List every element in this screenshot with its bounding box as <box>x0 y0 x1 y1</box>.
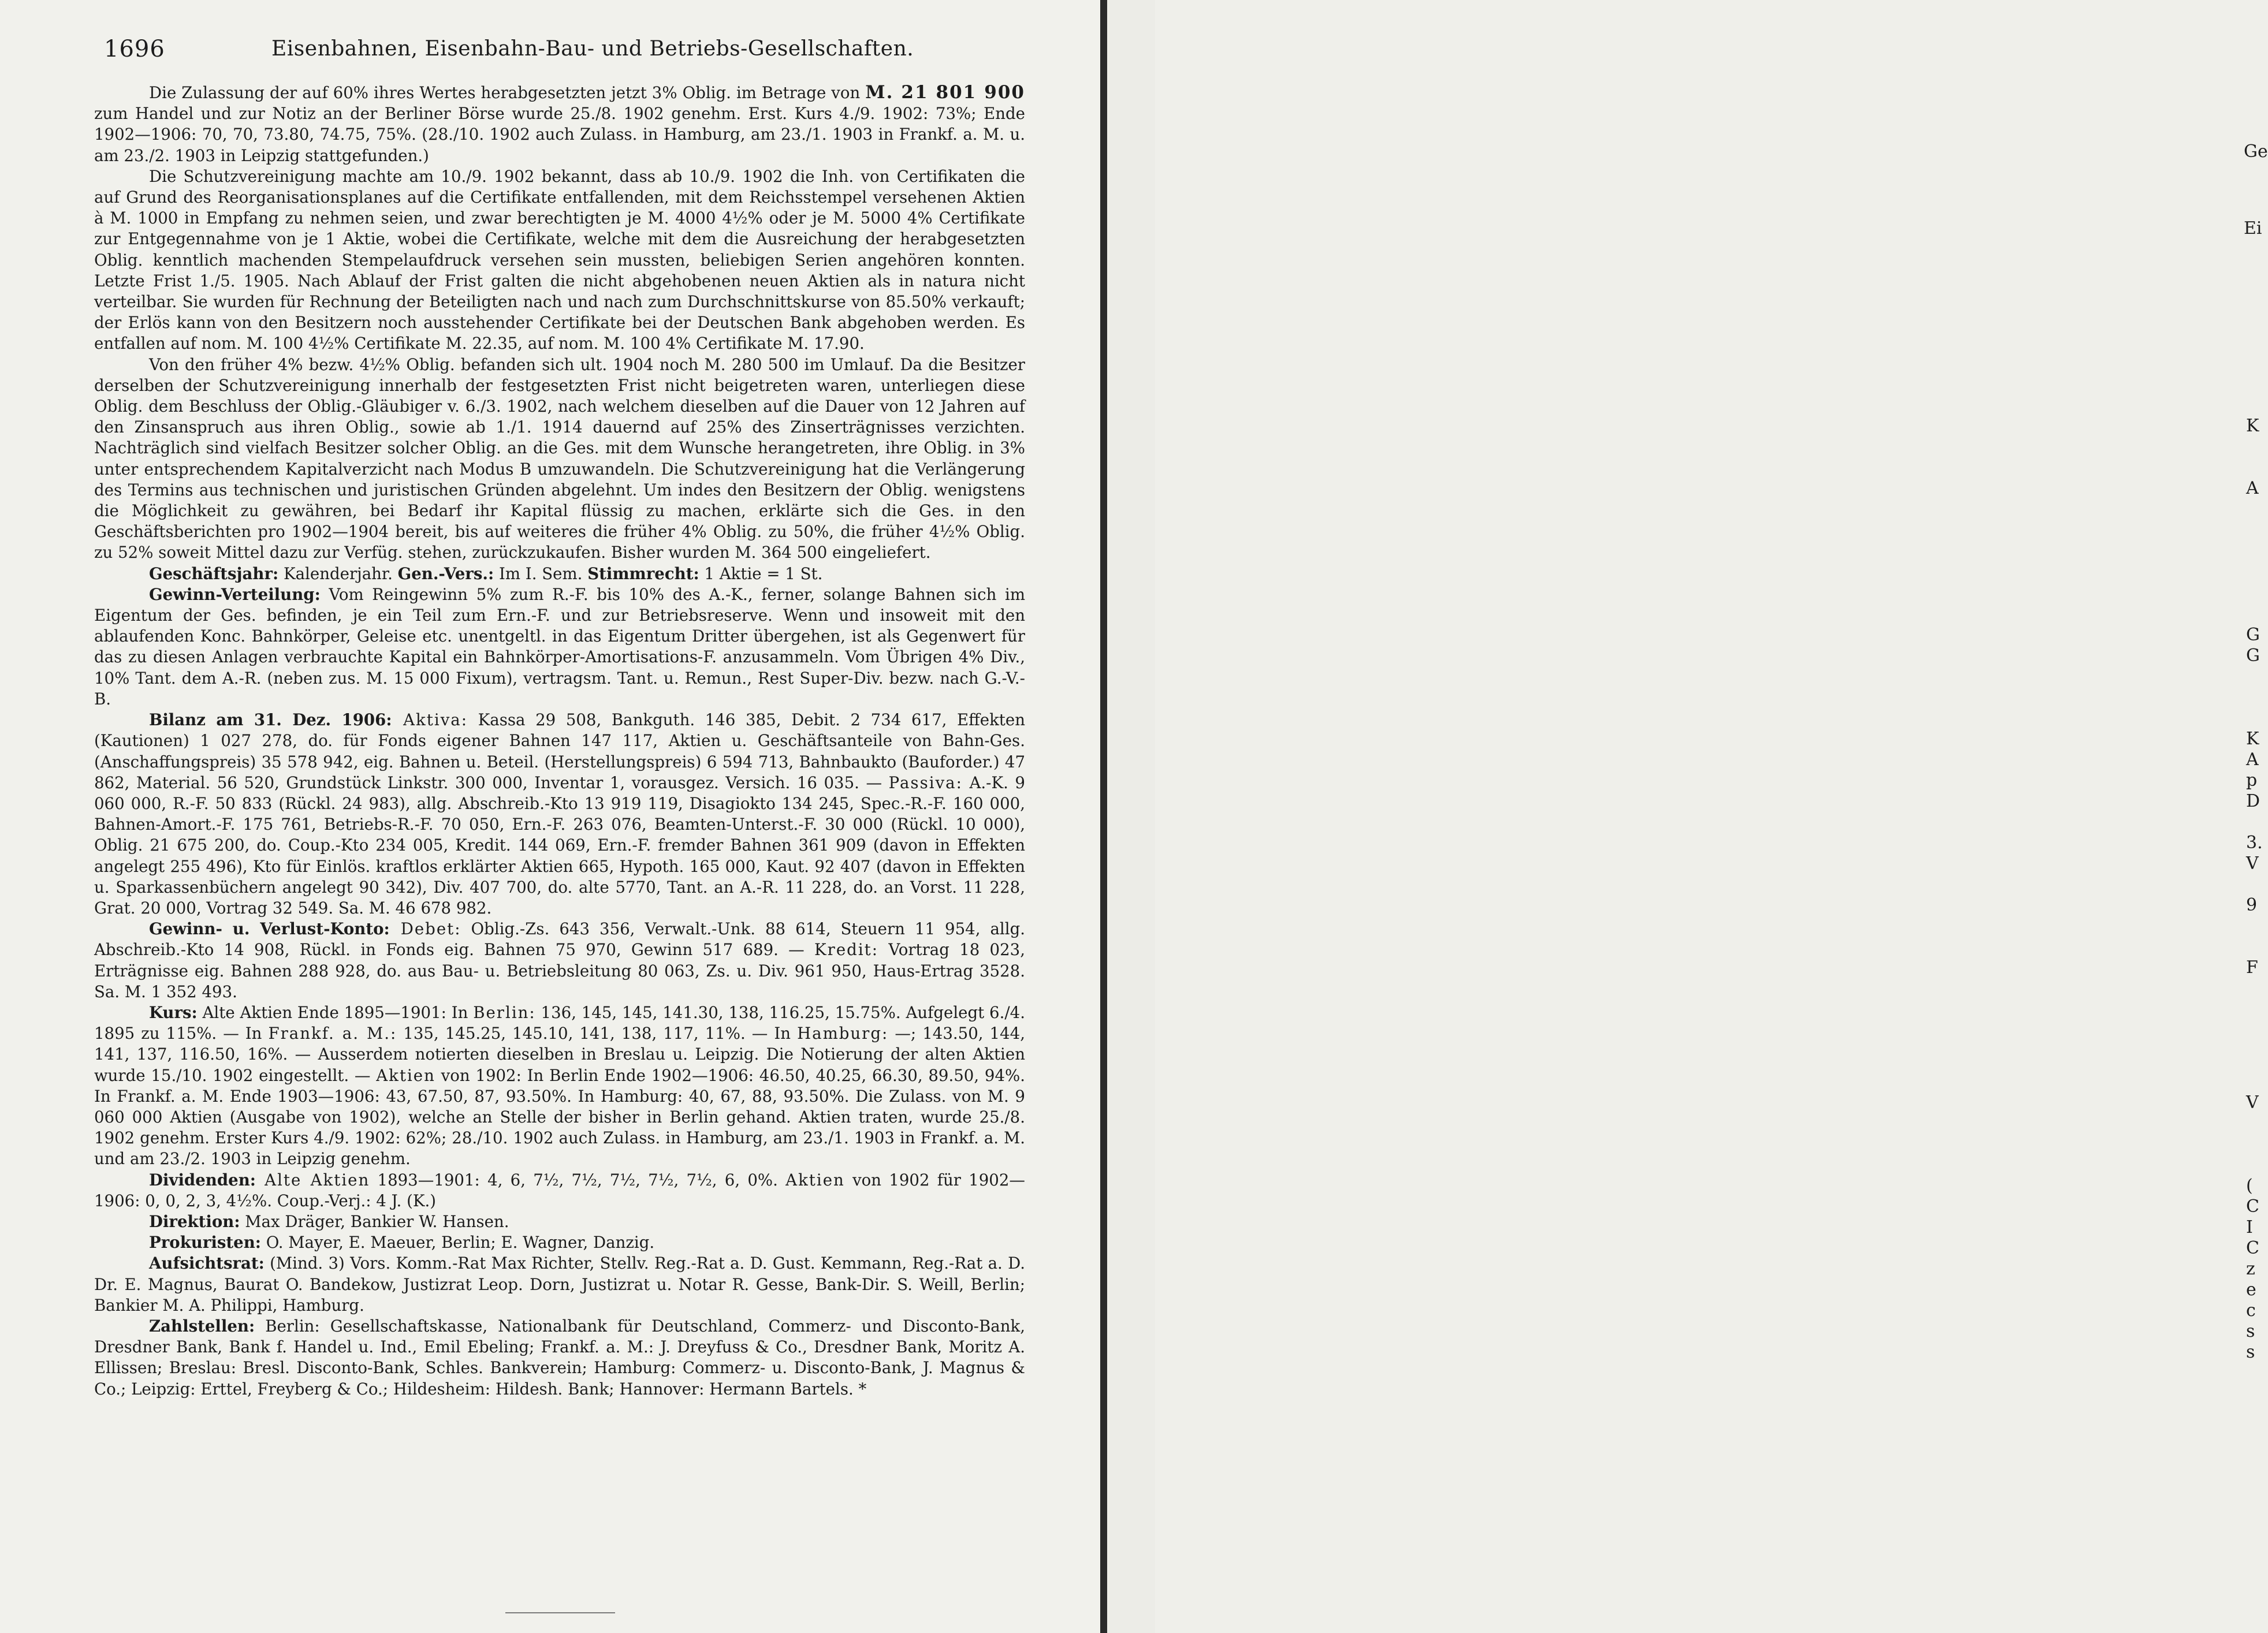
adjacent-fragment: C <box>2246 1238 2259 1258</box>
sub-label: Aktiva: <box>392 710 468 730</box>
section-label: Geschäftsjahr: <box>149 564 279 583</box>
adjacent-fragment: c <box>2246 1300 2256 1321</box>
adjacent-fragment: Ei <box>2244 218 2262 238</box>
adjacent-fragment: s <box>2246 1342 2255 1362</box>
adjacent-fragment: G <box>2246 625 2260 645</box>
section-label: Direktion: <box>149 1211 240 1231</box>
adjacent-fragment: V <box>2246 1093 2259 1113</box>
adjacent-fragment: V <box>2246 853 2259 874</box>
sub-label: Debet: <box>389 919 461 939</box>
section-label: Prokuristen: <box>149 1233 261 1252</box>
adjacent-fragment: ( <box>2246 1176 2253 1196</box>
section-label: Aufsichtsrat: <box>149 1254 265 1273</box>
page-header <box>104 36 1019 65</box>
section-label: Dividenden: <box>149 1170 256 1190</box>
paragraph-aufsichtsrat: Aufsichtsrat: (Mind. 3) Vors. Komm.-Rat Max Richter, Stellv. Reg.-Rat a. D. Gust. Kemmann, Reg.-Rat a. D. Dr. E. Magnus, Baurat O. Bandekow, Justizrat Leop. Dorn, Justizrat u. Notar R. Gesse, Bank-Dir. S. Weill, Berlin; Bankier M. A. Philippi, Hamburg. <box>94 1254 1025 1315</box>
sub-label: Passiva: <box>888 773 963 792</box>
adjacent-fragment: Ge <box>2244 141 2268 162</box>
section-label: Gewinn- u. Verlust-Konto: <box>149 919 390 939</box>
adjacent-fragment: D <box>2246 791 2260 811</box>
adjacent-fragment: I <box>2246 1217 2253 1237</box>
section-label: Gen.-Vers.: <box>397 564 494 583</box>
amount-highlight: M. 21 801 900 <box>865 82 1025 103</box>
paragraph-zahlstellen: Zahlstellen: Berlin: Gesellschaftskasse, Nationalbank für Deutschland, Commerz- und Disconto-Bank, Dresdner Bank, Bank f. Handel u. Ind., Emil Ebeling; Frankf. a. M.: J. Dreyfuss & Co., Dresdner Bank, Moritz A. Ellissen; Breslau: Bresl. Disconto-Bank, Schles. Bankverein; Hamburg: Commerz- u. Disconto-Bank, J. Magnus & Co.; Leipzig: Erttel, Freyberg & Co.; Hildesheim: Hildesh. Bank; Hannover: Hermann Bartels. * <box>94 1316 1025 1399</box>
paragraph-dividenden: Dividenden: Alte Aktien 1893—1901: 4, 6, 7½, 7½, 7½, 7½, 7½, 6, 0%. Aktien von 1902 für 1902—1906: 0, 0, 2, 3, 4½%. Coup.-Verj.: 4 J. (K.) <box>94 1170 1025 1210</box>
adjacent-fragment: A <box>2246 478 2259 498</box>
adjacent-fragment: p <box>2246 770 2258 791</box>
article-body <box>94 82 1025 1400</box>
paragraph-zulassung: Die Zulassung der auf 60% ihres Wertes herabgesetzten jetzt 3% Oblig. im Betrage von M. 21 801 900 zum Handel und zur Notiz an der Berliner Börse wurde 25./8. 1902 genehm. Erst. Kurs 4./9. 1902: 73%; Ende 1902—1906: 70, 70, 73.80, 74.75, 75%. (28./10. 1902 auch Zulass. in Hamburg, am 23./1. 1903 in Frankf. a. M. u. am 23./2. 1903 in Leipzig stattgefunden.) <box>94 82 1025 165</box>
adjacent-fragment: s <box>2246 1321 2255 1341</box>
section-label: Bilanz am 31. Dez. 1906: <box>149 710 392 730</box>
paragraph-gewinn-verlust: Gewinn- u. Verlust-Konto: Debet: Oblig.-Zs. 643 356, Verwalt.-Unk. 88 614, Steuern 11 954, allg. Abschreib.-Kto 14 908, Rückl. in Fonds eig. Bahnen 75 970, Gewinn 517 689. — Kredit: Vortrag 18 023, Erträgnisse eig. Bahnen 288 928, do. aus Bau- u. Betriebsleitung 80 063, Zs. u. Div. 961 950, Haus-Ertrag 3528. Sa. M. 1 352 493. <box>94 919 1025 1001</box>
section-label: Gewinn-Verteilung: <box>149 584 321 604</box>
adjacent-fragment: e <box>2246 1280 2256 1300</box>
footer-rule <box>505 1612 615 1613</box>
document-page <box>0 0 1100 1633</box>
section-label: Kurs: <box>149 1002 198 1022</box>
adjacent-page-strip <box>1107 0 2268 1633</box>
adjacent-fragment: 3. <box>2246 833 2263 853</box>
sub-label: Kredit: <box>814 940 879 960</box>
page-number: 1696 <box>104 36 165 62</box>
adjacent-fragment: F <box>2246 957 2258 978</box>
paragraph-bilanz: Bilanz am 31. Dez. 1906: Aktiva: Kassa 29 508, Bankguth. 146 385, Debit. 2 734 617, Effekten (Kautionen) 1 027 278, do. für Fonds eigener Bahnen 147 117, Aktien u. Geschäftsanteile von Bahn-Ges. (Anschaffungspreis) 35 578 942, eig. Bahnen u. Beteil. (Herstellungspreis) 6 594 713, Bahnbaukto (Bauforder.) 47 862, Material. 56 520, Grundstück Linkstr. 300 000, Inventar 1, vorausgez. Versich. 16 035. — Passiva: A.-K. 9 060 000, R.-F. 50 833 (Rückl. 24 983), allg. Abschreib.-Kto 13 919 119, Disagiokto 134 245, Spec.-R.-F. 160 000, Bahnen-Amort.-F. 175 761, Betriebs-R.-F. 70 050, Ern.-F. 263 076, Beamten-Unterst.-F. 30 000 (Rückl. 10 000), Oblig. 21 675 200, do. Coup.-Kto 234 005, Kredit. 144 069, Ern.-F. fremder Bahnen 361 909 (davon in Effekten angelegt 255 496), Kto für Einlös. kraftlos erklärter Aktien 665, Hypoth. 165 000, Kaut. 92 407 (davon in Effekten u. Sparkassenbüchern angelegt 90 342), Div. 407 700, do. alte 5770, Tant. an A.-R. 11 228, do. an Vorst. 11 228, Grat. 20 000, Vortrag 32 549. Sa. M. 46 678 982. <box>94 710 1025 918</box>
adjacent-fragment: K <box>2246 729 2259 749</box>
section-label: Zahlstellen: <box>149 1316 255 1336</box>
paragraph-direktion: Direktion: Max Dräger, Bankier W. Hansen. <box>149 1211 509 1231</box>
paragraph-schutzvereinigung: Die Schutzvereinigung machte am 10./9. 1902 bekannt, dass ab 10./9. 1902 die Inh. von Certifikaten die auf Grund des Reorganisationsplanes auf die Certifikate entfallenden, mit dem Reichsstempel versehenen Aktien à M. 1000 in Empfang zu nehmen seien, und zwar berechtigten je M. 4000 4½% oder je M. 5000 4% Certifikate zur Entgegennahme von je 1 Aktie, wobei die Certifikate, welche mit dem die Ausreichung der herabgesetzten Oblig. kenntlich machenden Stempelaufdruck versehen sein mussten, beliebigen Serien angehören konnten. Letzte Frist 1./5. 1905. Nach Ablauf der Frist galten die nicht abgehobenen neuen Aktien als in natura nicht verteilbar. Sie wurden für Rechnung der Beteiligten nach und nach zum Durchschnittskurse von 85.50% verkauft; der Erlös kann von den Besitzern noch ausstehender Certifikate bei der Deutschen Bank abgehoben werden. Es entfallen auf nom. M. 100 4½% Certifikate M. 22.35, auf nom. M. 100 4% Certifikate M. 17.90. <box>94 166 1025 353</box>
adjacent-fragment: G <box>2246 646 2260 666</box>
adjacent-fragment: C <box>2246 1196 2259 1217</box>
paragraph-kurs: Kurs: Alte Aktien Ende 1895—1901: In Berlin: 136, 145, 145, 141.30, 138, 116.25, 15.75%. Aufgelegt 6./4. 1895 zu 115%. — In Frankf. a. M.: 135, 145.25, 145.10, 141, 138, 117, 11%. — In Hamburg: —; 143.50, 144, 141, 137, 116.50, 16%. — Ausserdem notierten dieselben in Breslau u. Leipzig. Die Notierung der alten Aktien wurde 15./10. 1902 eingestellt. — Aktien von 1902: In Berlin Ende 1902—1906: 46.50, 40.25, 66.30, 89.50, 94%. In Frankf. a. M. Ende 1903—1906: 43, 67.50, 87, 93.50%. In Hamburg: 40, 67, 88, 93.50%. Die Zulass. von M. 9 060 000 Aktien (Ausgabe von 1902), welche an Stelle der bisher in Berlin gehand. Aktien traten, wurde 25./8. 1902 genehm. Erster Kurs 4./9. 1902: 62%; 28./10. 1902 auch Zulass. in Hamburg, am 23./1. 1903 in Frankf. a. M. und am 23./2. 1903 in Leipzig genehm. <box>94 1002 1025 1169</box>
running-title: Eisenbahnen, Eisenbahn-Bau- und Betriebs-Gesellschaften. <box>271 37 914 61</box>
page-edge-shadow <box>1100 0 1107 1633</box>
adjacent-fragment: A <box>2246 750 2259 770</box>
paragraph-gewinn-verteilung: Gewinn-Verteilung: Vom Reingewinn 5% zum R.-F. bis 10% des A.-K., ferner, solange Bahnen sich im Eigentum der Ges. befinden, je ein Teil zum Ern.-F. und zur Betriebsreserve. Wenn und insoweit mit den ablaufenden Konc. Bahnkörper, Geleise etc. unentgeltl. in das Eigentum Dritter übergehen, ist als Gegenwert für das zu diesen Anlagen verbrauchte Kapital ein Bahnkörper-Amortisations-F. anzusammeln. Vom Übrigen 4% Div., 10% Tant. dem A.-R. (neben zus. M. 15 000 Fixum), vertragsm. Tant. u. Remun., Rest Super-Div. bezw. nach G.-V.-B. <box>94 584 1025 709</box>
adjacent-fragment: K <box>2246 416 2259 436</box>
adjacent-fragment: z <box>2246 1259 2255 1279</box>
paragraph-geschaeftsjahr: Geschäftsjahr: Kalenderjahr. Gen.-Vers.: Im I. Sem. Stimmrecht: 1 Aktie = 1 St. <box>149 564 823 583</box>
paragraph-prokuristen: Prokuristen: O. Mayer, E. Maeuer, Berlin; E. Wagner, Danzig. <box>149 1233 655 1252</box>
adjacent-fragment: 9 <box>2246 895 2258 915</box>
paragraph-obligationen: Von den früher 4% bezw. 4½% Oblig. befanden sich ult. 1904 noch M. 280 500 im Umlauf. Da die Besitzer derselben der Schutzvereinigung innerhalb der festgesetzten Frist nicht beigetreten waren, unterliegen diese Oblig. dem Beschluss der Oblig.-Gläubiger v. 6./3. 1902, nach welchem dieselben auf die Dauer von 12 Jahren auf den Zinsanspruch aus ihren Oblig., sowie ab 1./1. 1914 dauernd auf 25% des Zinserträgnisses verzichten. Nachträglich sind vielfach Besitzer solcher Oblig. an die Ges. mit dem Wunsche herangetreten, ihre Oblig. in 3% unter entsprechendem Kapitalverzicht nach Modus B umzuwandeln. Die Schutzvereinigung hat die Verlängerung des Termins aus technischen und juristischen Gründen abgelehnt. Um indes den Besitzern der Oblig. wenigstens die Möglichkeit zu gewähren, bei Bedarf ihr Kapital flüssig zu machen, erklärte sich die Ges. in den Geschäftsberichten pro 1902—1904 bereit, bis auf weiteres die früher 4% Oblig. zu 50%, die früher 4½% Oblig. zu 52% soweit Mittel dazu zur Verfüg. stehen, zurückzukaufen. Bisher wurden M. 364 500 eingeliefert. <box>94 355 1025 562</box>
section-label: Stimmrecht: <box>587 564 699 583</box>
